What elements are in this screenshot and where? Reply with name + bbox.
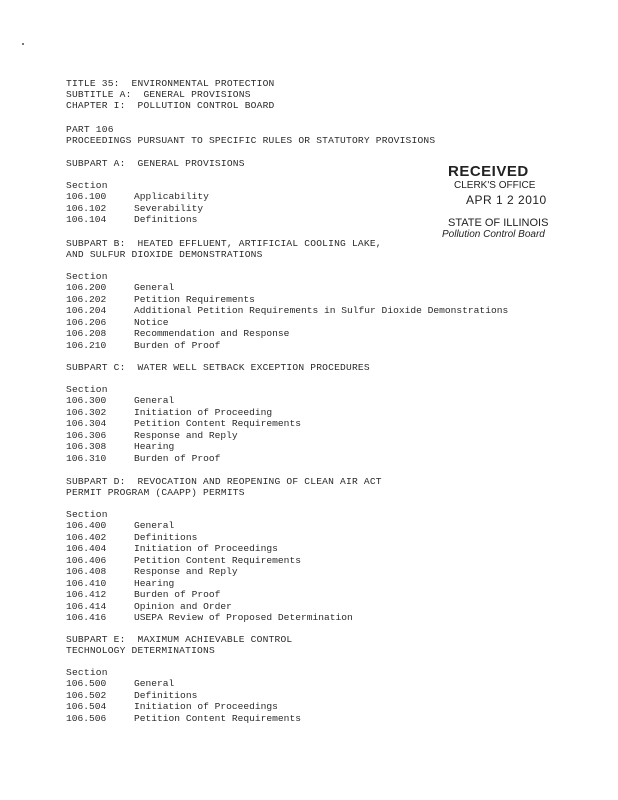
section-title: Burden of Proof <box>134 589 221 600</box>
section-title: Severability <box>134 202 204 214</box>
section-number: 106.208 <box>66 328 107 339</box>
section-title: Definitions <box>134 689 198 701</box>
section-title: Response and Reply <box>134 429 238 441</box>
section-number: 106.100 <box>66 191 107 202</box>
section-number: 106.202 <box>66 293 107 305</box>
section-number: 106.104 <box>66 214 107 225</box>
section-number: 106.300 <box>66 395 107 406</box>
section-number: 106.410 <box>66 577 107 589</box>
section-title: Petition Content Requirements <box>134 554 301 566</box>
section-title: Initiation of Proceedings <box>134 701 278 712</box>
subpart-heading: AND SULFUR DIOXIDE DEMONSTRATIONS <box>66 249 263 260</box>
section-number: 106.308 <box>66 441 107 452</box>
section-number: 106.302 <box>66 406 107 418</box>
section-number: 106.306 <box>66 429 107 441</box>
section-number: 106.210 <box>66 339 107 351</box>
section-title: Applicability <box>134 191 209 202</box>
subpart-heading: SUBPART A: GENERAL PROVISIONS <box>66 158 245 169</box>
section-number: 106.416 <box>66 612 107 623</box>
section-label: Section <box>66 180 108 191</box>
section-number: 106.502 <box>66 689 107 701</box>
section-title: Opinion and Order <box>134 600 232 612</box>
section-title: Petition Requirements <box>134 293 255 305</box>
section-title: General <box>134 678 175 689</box>
section-title: Hearing <box>134 441 175 452</box>
section-title: Petition Content Requirements <box>134 418 301 429</box>
section-number: 106.500 <box>66 678 107 689</box>
subpart-heading: TECHNOLOGY DETERMINATIONS <box>66 645 215 656</box>
section-label: Section <box>66 509 108 520</box>
section-title: Definitions <box>134 531 198 543</box>
section-title: Definitions <box>134 214 198 225</box>
section-title: Additional Petition Requirements in Sulfur Dioxide Demonstrations <box>134 305 509 316</box>
section-title: General <box>134 395 175 406</box>
section-number: 106.400 <box>66 520 107 531</box>
section-number: 106.412 <box>66 589 107 600</box>
section-number: 106.408 <box>66 566 107 577</box>
scan-speck <box>22 43 24 45</box>
section-title: General <box>134 520 175 531</box>
section-number: 106.204 <box>66 305 107 316</box>
subpart-heading: PERMIT PROGRAM (CAAPP) PERMITS <box>66 487 245 498</box>
section-title: USEPA Review of Proposed Determination <box>134 612 353 623</box>
section-title: Response and Reply <box>134 566 238 577</box>
section-label: Section <box>66 667 108 678</box>
section-number: 106.506 <box>66 712 107 724</box>
section-number: 106.200 <box>66 282 107 293</box>
part-number: PART 106 <box>66 124 114 135</box>
subpart-heading: SUBPART B: HEATED EFFLUENT, ARTIFICIAL COOLING LAKE, <box>66 238 382 249</box>
section-number: 106.402 <box>66 531 107 543</box>
subpart-heading: SUBPART C: WATER WELL SETBACK EXCEPTION PROCEDURES <box>66 362 370 373</box>
stamp-state: STATE OF ILLINOIS <box>448 217 549 229</box>
section-label: Section <box>66 384 108 395</box>
section-number: 106.504 <box>66 701 107 712</box>
received-stamp <box>436 163 556 246</box>
section-number: 106.102 <box>66 202 107 214</box>
section-title: Burden of Proof <box>134 339 221 351</box>
chapter-line: CHAPTER I: POLLUTION CONTROL BOARD <box>66 100 275 111</box>
section-title: Notice <box>134 316 169 328</box>
section-number: 106.310 <box>66 452 107 464</box>
stamp-clerk: CLERK'S OFFICE <box>454 180 536 191</box>
section-title: Hearing <box>134 577 175 589</box>
subtitle-line: SUBTITLE A: GENERAL PROVISIONS <box>66 89 251 100</box>
stamp-board: Pollution Control Board <box>442 229 545 240</box>
section-number: 106.304 <box>66 418 107 429</box>
section-number: 106.406 <box>66 554 107 566</box>
section-number: 106.414 <box>66 600 107 612</box>
stamp-received: RECEIVED <box>448 163 529 180</box>
section-label: Section <box>66 271 108 282</box>
title-line: TITLE 35: ENVIRONMENTAL PROTECTION <box>66 78 275 89</box>
section-title: Initiation of Proceeding <box>134 406 273 418</box>
section-number: 106.206 <box>66 316 107 328</box>
section-title: General <box>134 282 175 293</box>
subpart-heading: SUBPART D: REVOCATION AND REOPENING OF CLEAN AIR ACT <box>66 476 382 487</box>
section-title: Initiation of Proceedings <box>134 543 278 554</box>
section-title: Petition Content Requirements <box>134 712 301 724</box>
section-title: Burden of Proof <box>134 452 221 464</box>
subpart-heading: SUBPART E: MAXIMUM ACHIEVABLE CONTROL <box>66 634 293 645</box>
section-title: Recommendation and Response <box>134 328 290 339</box>
stamp-date: APR 1 2 2010 <box>466 193 547 207</box>
part-title: PROCEEDINGS PURSUANT TO SPECIFIC RULES OR STATUTORY PROVISIONS <box>66 135 436 146</box>
section-number: 106.404 <box>66 543 107 554</box>
